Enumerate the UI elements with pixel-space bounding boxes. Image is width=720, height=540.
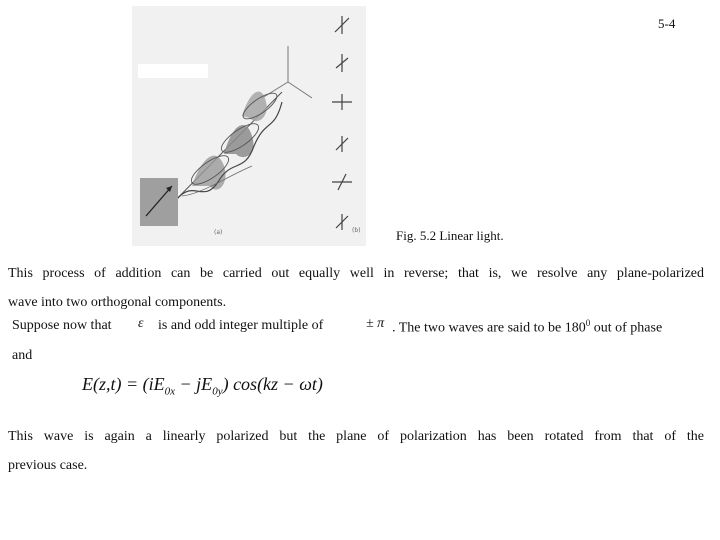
page-number: 5-4 — [658, 16, 676, 31]
figure-mask — [138, 64, 208, 78]
paragraph-2-line-1: This wave is again a linearly polarized but the plane of polarization has been rotated from that of the — [8, 429, 704, 444]
panel-label-a: (a) — [214, 229, 223, 236]
figure-svg — [132, 6, 366, 246]
equation-rhs: ) cos(kz − ωt) — [222, 374, 323, 394]
suppose-end — [392, 318, 704, 337]
paragraph-1-line-1: This process of addition can be carried out equally well in reverse; that is, we resolve any plane-polarized — [8, 266, 704, 281]
pm-pi-symbol: ± π — [366, 316, 385, 331]
degree-sup: 0 — [585, 318, 591, 328]
suppose-start: Suppose now that — [12, 318, 112, 333]
figure-caption: Fig. 5.2 Linear light. — [396, 228, 504, 243]
suppose-end-text: . The two waves are said to be 180 — [392, 320, 586, 336]
equation-mid: − jE — [175, 374, 213, 394]
panel-label-b: (b) — [352, 227, 361, 234]
and-word: and — [12, 348, 33, 363]
paragraph-1-line-2: wave into two orthogonal components. — [8, 295, 227, 310]
equation-sub-0y: 0y — [212, 385, 223, 398]
equation-lhs: E(z,t) = (iE — [82, 374, 165, 394]
paragraph-2-line-2: previous case. — [8, 458, 88, 473]
epsilon-symbol: ε — [138, 316, 144, 331]
suppose-mid: is and odd integer multiple of — [158, 318, 324, 333]
equation — [82, 374, 382, 414]
suppose-tail: out of phase — [590, 320, 663, 336]
equation-sub-0x: 0x — [164, 385, 176, 398]
figure-linear-light — [132, 6, 366, 246]
